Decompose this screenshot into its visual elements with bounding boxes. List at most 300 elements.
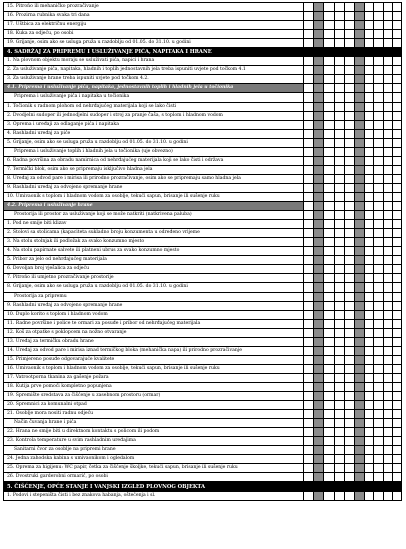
- assessment-cell: [324, 319, 334, 328]
- checklist-row: [4, 310, 402, 319]
- assessment-cell: [334, 464, 344, 473]
- assessment-cell: [374, 48, 383, 57]
- assessment-cell: [344, 111, 354, 120]
- assessment-cell: [374, 111, 383, 120]
- assessment-cell: [304, 382, 314, 391]
- assessment-cell: [314, 66, 324, 75]
- assessment-cell: [344, 30, 354, 39]
- assessment-cell: [383, 373, 392, 382]
- assessment-cell: [344, 310, 354, 319]
- assessment-cell: [324, 401, 334, 410]
- row-text: 17. Vatrootporna tkanina za gašenje požara: [4, 373, 304, 382]
- assessment-cell: [355, 30, 365, 39]
- group-label-row: [4, 292, 402, 301]
- assessment-cell: [304, 437, 314, 446]
- assessment-cell: [355, 473, 365, 482]
- assessment-cell: [324, 156, 334, 165]
- assessment-cell: [365, 48, 374, 57]
- assessment-cell: [392, 301, 401, 310]
- assessment-cell: [392, 75, 401, 84]
- assessment-cell: [314, 93, 324, 102]
- assessment-cell: [365, 428, 374, 437]
- assessment-cell: [365, 174, 374, 183]
- checklist-row: [4, 373, 402, 382]
- assessment-cell: [344, 247, 354, 256]
- assessment-cell: [392, 401, 401, 410]
- assessment-cell: [344, 66, 354, 75]
- assessment-cell: [334, 183, 344, 192]
- assessment-cell: [374, 75, 383, 84]
- assessment-cell: [374, 373, 383, 382]
- assessment-cell: [324, 283, 334, 292]
- assessment-cell: [392, 3, 401, 12]
- assessment-cell: [334, 120, 344, 129]
- assessment-cell: [383, 229, 392, 238]
- assessment-cell: [334, 21, 344, 30]
- assessment-cell: [392, 292, 401, 301]
- assessment-cell: [324, 382, 334, 391]
- assessment-cell: [355, 48, 365, 57]
- assessment-cell: [374, 147, 383, 156]
- assessment-cell: [334, 310, 344, 319]
- assessment-cell: [355, 156, 365, 165]
- assessment-cell: [392, 238, 401, 247]
- assessment-cell: [383, 156, 392, 165]
- assessment-cell: [383, 111, 392, 120]
- assessment-cell: [314, 392, 324, 401]
- row-text: Priprema i usluživanje pića i napitaka u točionika: [4, 93, 304, 102]
- assessment-cell: [304, 30, 314, 39]
- checklist-row: [4, 3, 402, 12]
- assessment-cell: [392, 392, 401, 401]
- assessment-cell: [344, 301, 354, 310]
- assessment-cell: [374, 446, 383, 455]
- row-text: 8. Grijanje, osim ako se usluga pruža u razdoblju od 01.05. do 31.10. u godini: [4, 283, 304, 292]
- assessment-cell: [355, 165, 365, 174]
- assessment-cell: [392, 265, 401, 274]
- checklist-row: [4, 247, 402, 256]
- assessment-cell: [314, 165, 324, 174]
- assessment-cell: [392, 319, 401, 328]
- assessment-cell: [355, 147, 365, 156]
- assessment-cell: [324, 464, 334, 473]
- checklist-row: [4, 364, 402, 373]
- assessment-cell: [383, 39, 392, 48]
- row-text: 16. Prozirna rubnika svaka tri dana: [4, 12, 304, 21]
- row-text: 7. Termički blok, osim ako se pripremaju isključivo hladna jela: [4, 165, 304, 174]
- assessment-cell: [383, 464, 392, 473]
- assessment-cell: [334, 491, 344, 500]
- assessment-cell: [365, 464, 374, 473]
- assessment-cell: [374, 256, 383, 265]
- assessment-cell: [392, 147, 401, 156]
- assessment-cell: [324, 183, 334, 192]
- row-text: 3. Za usluživanje hrane treba ispuniti uvjete pod točkom 4.2.: [4, 75, 304, 84]
- checklist-row: [4, 238, 402, 247]
- row-text: 22. Hrana ne smije biti u direktnom kontaktu s policom ili podom: [4, 428, 304, 437]
- assessment-cell: [392, 455, 401, 464]
- assessment-cell: [304, 247, 314, 256]
- assessment-cell: [392, 120, 401, 129]
- row-text: 2. Dvodjelni sudoper ili jednodjelni sudoper i stroj za pranje čaša, s toplom i hladnom vodom: [4, 111, 304, 120]
- assessment-cell: [392, 355, 401, 364]
- assessment-cell: [365, 310, 374, 319]
- assessment-cell: [383, 147, 392, 156]
- assessment-cell: [314, 310, 324, 319]
- assessment-cell: [314, 174, 324, 183]
- row-text: 9. Rashladni uređaj za odvojeno spremanje hrane: [4, 301, 304, 310]
- checklist-body: [4, 3, 402, 501]
- assessment-cell: [383, 328, 392, 337]
- row-text: 21. Osoblje mora nositi radnu odjeću: [4, 410, 304, 419]
- assessment-cell: [374, 482, 383, 491]
- checklist-row: [4, 75, 402, 84]
- assessment-cell: [304, 455, 314, 464]
- row-text: 24. Jedna zahodska kabina s umivaonikom i ogledalom: [4, 455, 304, 464]
- assessment-cell: [374, 428, 383, 437]
- assessment-cell: [365, 111, 374, 120]
- assessment-cell: [365, 491, 374, 500]
- assessment-cell: [383, 392, 392, 401]
- assessment-cell: [365, 319, 374, 328]
- assessment-cell: [392, 346, 401, 355]
- checklist-row: [4, 455, 402, 464]
- assessment-cell: [365, 202, 374, 211]
- assessment-cell: [344, 464, 354, 473]
- assessment-cell: [324, 39, 334, 48]
- assessment-cell: [365, 265, 374, 274]
- assessment-cell: [304, 21, 314, 30]
- assessment-cell: [392, 102, 401, 111]
- assessment-cell: [304, 310, 314, 319]
- assessment-cell: [365, 238, 374, 247]
- assessment-cell: [374, 156, 383, 165]
- assessment-cell: [304, 292, 314, 301]
- assessment-cell: [374, 437, 383, 446]
- assessment-cell: [365, 373, 374, 382]
- assessment-cell: [374, 401, 383, 410]
- row-text: 4. SADRŽAJ ZA PRIPREMU I USLUŽIVANJE PIĆA, NAPITAKA I HRANE: [4, 48, 304, 57]
- assessment-cell: [392, 473, 401, 482]
- row-text: 18. Kuka za odjeću, po osobi: [4, 30, 304, 39]
- assessment-cell: [314, 437, 324, 446]
- assessment-cell: [383, 437, 392, 446]
- assessment-cell: [383, 220, 392, 229]
- assessment-cell: [365, 147, 374, 156]
- assessment-cell: [344, 183, 354, 192]
- row-text: 16. Umivaonik s toplom i hladnom vodom za osoblje, tekući sapun, brisanje ili sušenje ruku: [4, 364, 304, 373]
- checklist-row: [4, 491, 402, 500]
- assessment-cell: [334, 301, 344, 310]
- assessment-cell: [355, 410, 365, 419]
- assessment-cell: [344, 165, 354, 174]
- row-text: 15. Primjereno posuđe odgovarajuće kvalitete: [4, 355, 304, 364]
- assessment-cell: [344, 48, 354, 57]
- assessment-cell: [344, 482, 354, 491]
- assessment-cell: [314, 410, 324, 419]
- assessment-cell: [392, 39, 401, 48]
- assessment-cell: [324, 220, 334, 229]
- checklist-row: [4, 428, 402, 437]
- assessment-cell: [392, 84, 401, 93]
- assessment-cell: [355, 183, 365, 192]
- assessment-cell: [334, 364, 344, 373]
- assessment-cell: [365, 337, 374, 346]
- assessment-cell: [365, 346, 374, 355]
- assessment-cell: [344, 238, 354, 247]
- assessment-cell: [374, 238, 383, 247]
- assessment-cell: [304, 473, 314, 482]
- assessment-cell: [314, 301, 324, 310]
- assessment-cell: [344, 328, 354, 337]
- assessment-cell: [334, 192, 344, 201]
- row-text: 19. Spremište sredstava za čišćenje u zasebnom prostoru (ormar): [4, 392, 304, 401]
- assessment-cell: [324, 491, 334, 500]
- assessment-cell: [334, 247, 344, 256]
- assessment-cell: [314, 491, 324, 500]
- assessment-cell: [365, 455, 374, 464]
- assessment-cell: [365, 229, 374, 238]
- assessment-cell: [374, 174, 383, 183]
- assessment-cell: [383, 57, 392, 66]
- assessment-cell: [324, 30, 334, 39]
- assessment-cell: [383, 428, 392, 437]
- assessment-cell: [392, 156, 401, 165]
- assessment-cell: [324, 482, 334, 491]
- assessment-cell: [383, 446, 392, 455]
- assessment-cell: [324, 102, 334, 111]
- assessment-cell: [374, 66, 383, 75]
- assessment-cell: [324, 274, 334, 283]
- assessment-cell: [304, 373, 314, 382]
- assessment-cell: [334, 129, 344, 138]
- assessment-cell: [374, 410, 383, 419]
- row-text: Prostorija ili prostor za usluživanje koji se može natkriti (natkrivena paluba): [4, 211, 304, 220]
- assessment-cell: [304, 491, 314, 500]
- group-label-row: [4, 211, 402, 220]
- assessment-cell: [383, 120, 392, 129]
- row-text: 5. Pribor za jelo od nehrđajućeg materijala: [4, 256, 304, 265]
- row-text: 2. Za usluživanje pića, napitaka, hladnih i toplih jednostavnih jela treba ispuniti uvjete pod točkom 4.1: [4, 66, 304, 75]
- assessment-cell: [324, 75, 334, 84]
- assessment-cell: [304, 464, 314, 473]
- assessment-cell: [314, 346, 324, 355]
- assessment-cell: [374, 283, 383, 292]
- assessment-cell: [314, 238, 324, 247]
- assessment-cell: [374, 346, 383, 355]
- assessment-cell: [383, 364, 392, 373]
- assessment-cell: [304, 346, 314, 355]
- assessment-cell: [344, 473, 354, 482]
- row-text: 17. Uštbica za električnu energiju: [4, 21, 304, 30]
- assessment-cell: [383, 292, 392, 301]
- assessment-cell: [355, 174, 365, 183]
- assessment-cell: [334, 428, 344, 437]
- assessment-cell: [392, 48, 401, 57]
- assessment-cell: [392, 373, 401, 382]
- assessment-cell: [334, 283, 344, 292]
- assessment-cell: [314, 274, 324, 283]
- assessment-cell: [304, 364, 314, 373]
- assessment-cell: [355, 265, 365, 274]
- assessment-cell: [344, 3, 354, 12]
- assessment-cell: [314, 401, 324, 410]
- row-text: 9. Rashladni uređaj za odvojeno spremanje hrane: [4, 183, 304, 192]
- assessment-cell: [304, 355, 314, 364]
- assessment-cell: [392, 165, 401, 174]
- assessment-cell: [334, 202, 344, 211]
- assessment-cell: [314, 21, 324, 30]
- assessment-cell: [392, 364, 401, 373]
- assessment-cell: [304, 48, 314, 57]
- assessment-cell: [355, 301, 365, 310]
- assessment-cell: [383, 337, 392, 346]
- assessment-cell: [334, 30, 344, 39]
- checklist-row: [4, 57, 402, 66]
- assessment-cell: [344, 256, 354, 265]
- assessment-cell: [392, 428, 401, 437]
- assessment-cell: [344, 84, 354, 93]
- assessment-cell: [334, 274, 344, 283]
- group-label-row: [4, 147, 402, 156]
- assessment-cell: [374, 301, 383, 310]
- assessment-cell: [392, 202, 401, 211]
- row-text: 3. Oprema i uređaji za odlaganje pića i napitaka: [4, 120, 304, 129]
- assessment-cell: [314, 111, 324, 120]
- assessment-cell: [355, 437, 365, 446]
- assessment-cell: [344, 75, 354, 84]
- assessment-cell: [334, 292, 344, 301]
- assessment-cell: [324, 437, 334, 446]
- assessment-cell: [374, 138, 383, 147]
- assessment-cell: [314, 120, 324, 129]
- assessment-cell: [355, 283, 365, 292]
- assessment-cell: [383, 192, 392, 201]
- assessment-cell: [334, 319, 344, 328]
- assessment-cell: [344, 419, 354, 428]
- assessment-cell: [314, 183, 324, 192]
- assessment-cell: [344, 93, 354, 102]
- assessment-cell: [365, 192, 374, 201]
- checklist-row: [4, 283, 402, 292]
- assessment-cell: [365, 256, 374, 265]
- checklist-row: [4, 12, 402, 21]
- assessment-cell: [355, 39, 365, 48]
- assessment-cell: [324, 84, 334, 93]
- assessment-cell: [314, 292, 324, 301]
- assessment-cell: [304, 102, 314, 111]
- assessment-cell: [383, 138, 392, 147]
- assessment-cell: [314, 247, 324, 256]
- checklist-row: [4, 256, 402, 265]
- assessment-cell: [334, 373, 344, 382]
- checklist-row: [4, 401, 402, 410]
- assessment-cell: [334, 48, 344, 57]
- assessment-cell: [392, 247, 401, 256]
- assessment-cell: [324, 419, 334, 428]
- assessment-cell: [355, 75, 365, 84]
- assessment-cell: [334, 147, 344, 156]
- row-text: 25. Oprema za higijenu: WC papir, četka za čišćenje školjke, tekući sapun, brisanje ili sušenje ruku: [4, 464, 304, 473]
- checklist-row: [4, 183, 402, 192]
- checklist-row: [4, 464, 402, 473]
- assessment-cell: [304, 12, 314, 21]
- section-header-row: [4, 48, 402, 57]
- assessment-cell: [365, 247, 374, 256]
- checklist-row: [4, 21, 402, 30]
- assessment-cell: [355, 138, 365, 147]
- assessment-cell: [365, 84, 374, 93]
- assessment-cell: [374, 392, 383, 401]
- assessment-cell: [355, 346, 365, 355]
- assessment-cell: [355, 491, 365, 500]
- assessment-cell: [304, 256, 314, 265]
- assessment-cell: [304, 111, 314, 120]
- row-text: 7. Pitroño ili umjetno prozračivanje prostorije: [4, 274, 304, 283]
- assessment-cell: [304, 229, 314, 238]
- assessment-cell: [324, 265, 334, 274]
- assessment-cell: [374, 455, 383, 464]
- assessment-cell: [365, 437, 374, 446]
- assessment-cell: [304, 165, 314, 174]
- row-text: Priprema i usluživanje toplih i hladnih jela u točionika (uje obvezno): [4, 147, 304, 156]
- checklist-row: [4, 473, 402, 482]
- assessment-cell: [355, 247, 365, 256]
- assessment-cell: [344, 21, 354, 30]
- assessment-cell: [365, 39, 374, 48]
- assessment-cell: [383, 274, 392, 283]
- assessment-cell: [365, 66, 374, 75]
- assessment-cell: [314, 319, 324, 328]
- assessment-cell: [314, 211, 324, 220]
- assessment-cell: [365, 75, 374, 84]
- assessment-cell: [344, 174, 354, 183]
- checklist-row: [4, 410, 402, 419]
- assessment-cell: [374, 129, 383, 138]
- assessment-cell: [365, 301, 374, 310]
- assessment-cell: [324, 120, 334, 129]
- assessment-cell: [324, 473, 334, 482]
- assessment-cell: [365, 220, 374, 229]
- assessment-cell: [383, 310, 392, 319]
- assessment-cell: [304, 482, 314, 491]
- assessment-cell: [355, 192, 365, 201]
- assessment-cell: [355, 364, 365, 373]
- assessment-cell: [314, 373, 324, 382]
- assessment-cell: [374, 84, 383, 93]
- assessment-cell: [344, 401, 354, 410]
- assessment-cell: [344, 138, 354, 147]
- assessment-cell: [314, 283, 324, 292]
- assessment-cell: [374, 355, 383, 364]
- assessment-cell: [374, 328, 383, 337]
- assessment-cell: [334, 229, 344, 238]
- assessment-cell: [392, 220, 401, 229]
- assessment-cell: [365, 120, 374, 129]
- assessment-cell: [304, 238, 314, 247]
- assessment-cell: [324, 328, 334, 337]
- assessment-cell: [324, 202, 334, 211]
- assessment-cell: [355, 3, 365, 12]
- assessment-cell: [344, 211, 354, 220]
- assessment-cell: [392, 111, 401, 120]
- assessment-cell: [314, 156, 324, 165]
- assessment-cell: [334, 102, 344, 111]
- assessment-cell: [344, 39, 354, 48]
- assessment-cell: [392, 446, 401, 455]
- assessment-cell: [314, 192, 324, 201]
- assessment-cell: [304, 156, 314, 165]
